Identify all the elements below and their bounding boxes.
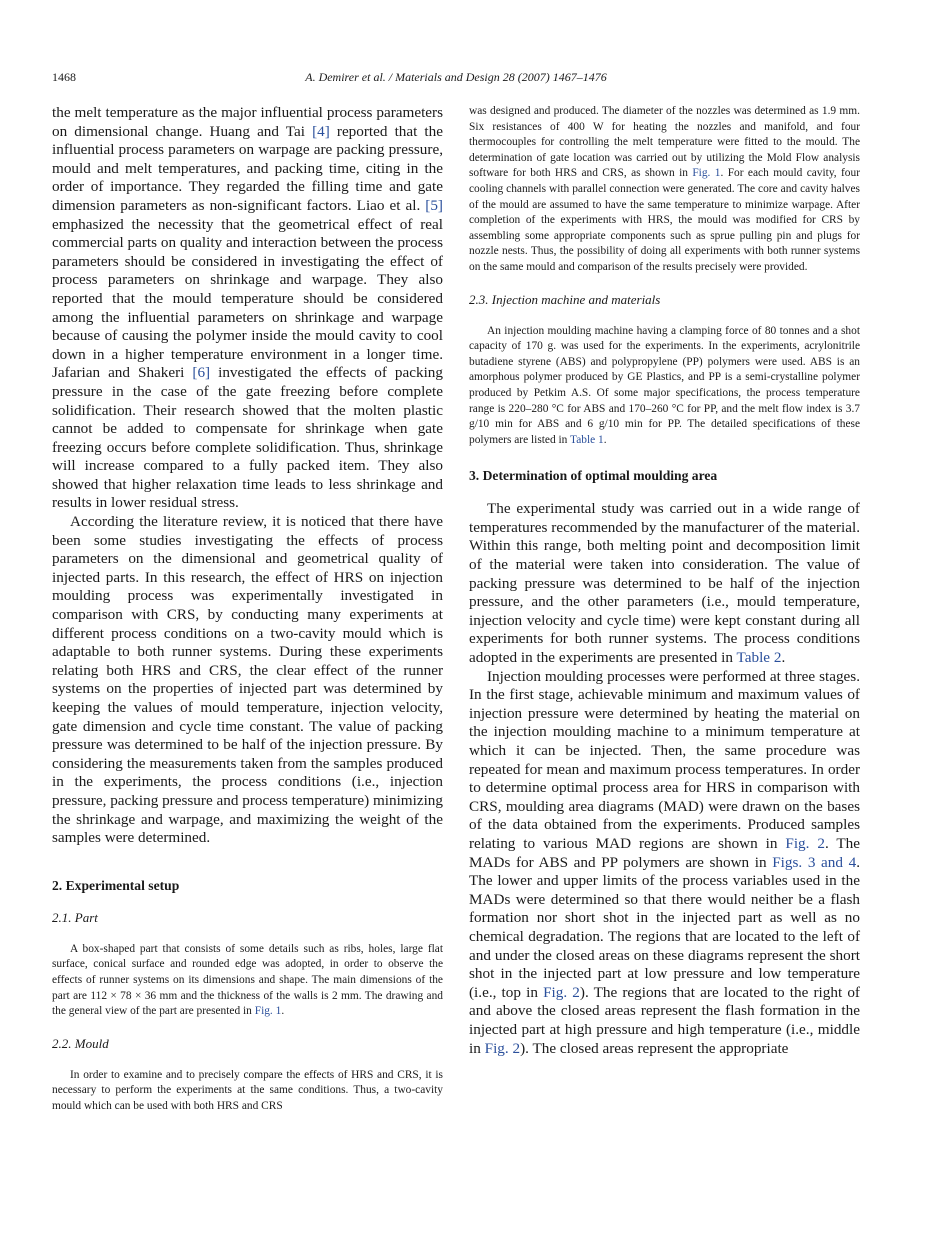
- figs3-4-link[interactable]: Figs. 3 and 4: [772, 853, 857, 871]
- right-column: [469, 104, 860, 1058]
- fig1-link[interactable]: Fig. 1: [692, 167, 721, 180]
- section-heading-experimental-setup: 2. Experimental setup: [52, 877, 180, 893]
- running-head: A. Demirer et al. / Materials and Design 28 (2007) 1467–1476: [305, 70, 607, 84]
- mould-paragraph: In order to examine and to precisely compare the effects of HRS and CRS, it is necessary to perform the experiments at the same conditions. Thus, a two-cavity mould which can be used with both HRS and CRS: [52, 1068, 443, 1112]
- subsection-heading-machine: 2.3. Injection machine and materials: [469, 291, 661, 307]
- table1-link[interactable]: Table 1: [570, 433, 604, 446]
- intro-paragraph-2: According the literature review, it is noticed that there have been some studies investigating the effects of process parameters on the dimensional and geometrical quality of injected parts. In this research, the effect of HRS on injection moulding process was experimentally investigated in comparison with CRS, by conducting many experiments at different process conditions on a two-cavity mould which is adaptable to both runner systems. During these experiments relating both HRS and CRS, the clear effect of the runner systems on the properties of injected part was determined by keeping the values of mould temperature, injection velocity, gate dimension and cycle time constant. The value of packing pressure was determined to be half of the injection pressure. By considering the measurements taken from the samples produced in the experiments, the process conditions (i.e., injection pressure, packing pressure and process temperature) minimizing the shrinkage and warpage, and maximizing the weight of the samples were determined.: [52, 513, 443, 847]
- left-column: [52, 104, 443, 1115]
- section3-paragraph-2: Injection moulding processes were performed at three stages. In the first stage, achievable minimum and maximum values of injection pressure were determined by heating the material on the injection moulding machine to a minimum temperature at which it can be injected. Then, the same procedure was repeated for mean and maximum process temperatures. In order to determine optimal process area for HRS in comparison with CRS, moulding area diagrams (MAD) were drawn on the bases of the data obtained from the experiments. Produced samples relating to various MAD regions are shown in Fig. 2. The MADs for ABS and PP polymers are shown in Figs. 3 and 4. The lower and upper limits of the process variables used in the MADs were determined so that there would neither be a flash formation nor short shot in the injected part as well as no chemical degradation. The regions that are located to the left of and under the closed areas on these diagrams represent the short shot in the injected part at low pressure and low temperature (i.e., top in Fig. 2). The regions that are located to the right of and above the closed areas represent the flash formation in the injected part at high pressure and high temperature (i.e., middle in Fig. 2). The closed areas represent the appropriate: [469, 667, 860, 1057]
- intro-paragraph-1: the melt temperature as the major influential process parameters on dimensional change. Huang and Tai [4] reported that the influential process parameters on warpage are packing pressure, mould and melt temperatures, and packing time, citing in the order of importance. They regarded the filling time and gate dimension parameters as non-significant factors. Liao et al. [5] emphasized the necessity that the geometrical effect of real commercial parts on quality and interaction between the process parameters should be considered in investigating the effect of process parameters on shrinkage and warpage. They also reported that the mould temperature should be considered among the influential parameters on shrinkage and warpage because of causing the polymer inside the mould cavity to cool down in a higher temperature environment in a longer time. Jafarian and Shakeri [6] investigated the effects of packing pressure in the case of the gate freezing before complete solidification. Their research showed that the molten plastic cannot be added to compensate for shrinkage when gate freezing occurs before complete solidification. Thus, shrinkage will increase compared to a fully packed item. They also showed that higher relaxation time leads to less shrinkage and results in lower residual stress.: [52, 104, 443, 512]
- part-paragraph: A box-shaped part that consists of some details such as ribs, holes, large flat surface, conical surface and rounded edge was adopted, in order to observe the effects of runner systems on its dimensions and shape. The main dimensions of the part are 112 × 78 × 36 mm and the thickness of the walls is 2 mm. The drawing and the general view of the part are presented in Fig. 1.: [52, 942, 443, 1018]
- section3-paragraph-1: The experimental study was carried out in a wide range of temperatures recommended by the manufacturer of the material. Within this range, both melting point and decomposition limit of the material were taken into consideration. The value of packing pressure was determined to be half of the injection pressure, and the other parameters (i.e., mould temperature, injection velocity and cycle time) were kept constant during all experiments for both runner systems. The process conditions adopted in the experiments are presented in Table 2.: [469, 500, 860, 667]
- ref-link-5[interactable]: [5]: [425, 196, 443, 214]
- section-heading-optimal-moulding-area: 3. Determination of optimal moulding area: [469, 468, 718, 484]
- subsection-heading-mould: 2.2. Mould: [52, 1035, 109, 1051]
- ref-link-4[interactable]: [4]: [312, 122, 330, 140]
- fig2-link[interactable]: Fig. 2: [543, 983, 580, 1001]
- fig2-link[interactable]: Fig. 2: [785, 834, 825, 852]
- page-number: 1468: [52, 70, 76, 84]
- mould-paragraph-continued: was designed and produced. The diameter of the nozzles was determined as 1.9 mm. Six resistances of 400 W for heating the nozzles and manifold, and four thermocouples for controlling the melt temperature were fitted to the mould. The determination of gate location was carried out by utilizing the Mold Flow analysis software for both HRS and CRS, as shown in Fig. 1. For each mould cavity, four cooling channels with parallel connection were generated. The core and cavity halves of the mould are assumed to have the same temperature to minimize warpage. After completion of the experiments with HRS, the mould was modified for CRS by assembling some appropriate components such as sprue pulling pin and plugs for nozzle nests. Thus, the possibility of doing all experiments with both runner systems on the same mould and comparison of the results precisely were provided.: [469, 105, 860, 273]
- ref-link-6[interactable]: [6]: [192, 364, 211, 382]
- machine-paragraph: An injection moulding machine having a clamping force of 80 tonnes and a shot capacity of 170 g. was used for the experiments. In the experiments, acrylonitrile butadiene styrene (ABS) and polypropylene (PP) polymers were used. ABS is an amorphous polymer produced by GE Plastics, and PP is a semi-crystalline polymer produced by Petkim A.S. Of some major specifications, the process temperature range is 220–280 °C for ABS and 170–260 °C for PP, and the melt flow index is 3.7 g/10 min for ABS and 6 g/10 min for PP. The detailed specifications of these polymers are listed in Table 1.: [469, 324, 860, 446]
- subsection-heading-part: 2.1. Part: [52, 909, 98, 925]
- table2-link[interactable]: Table 2: [736, 649, 782, 667]
- fig2-link[interactable]: Fig. 2: [484, 1039, 521, 1057]
- page-header: [52, 70, 860, 88]
- fig1-link[interactable]: Fig. 1: [254, 1005, 282, 1018]
